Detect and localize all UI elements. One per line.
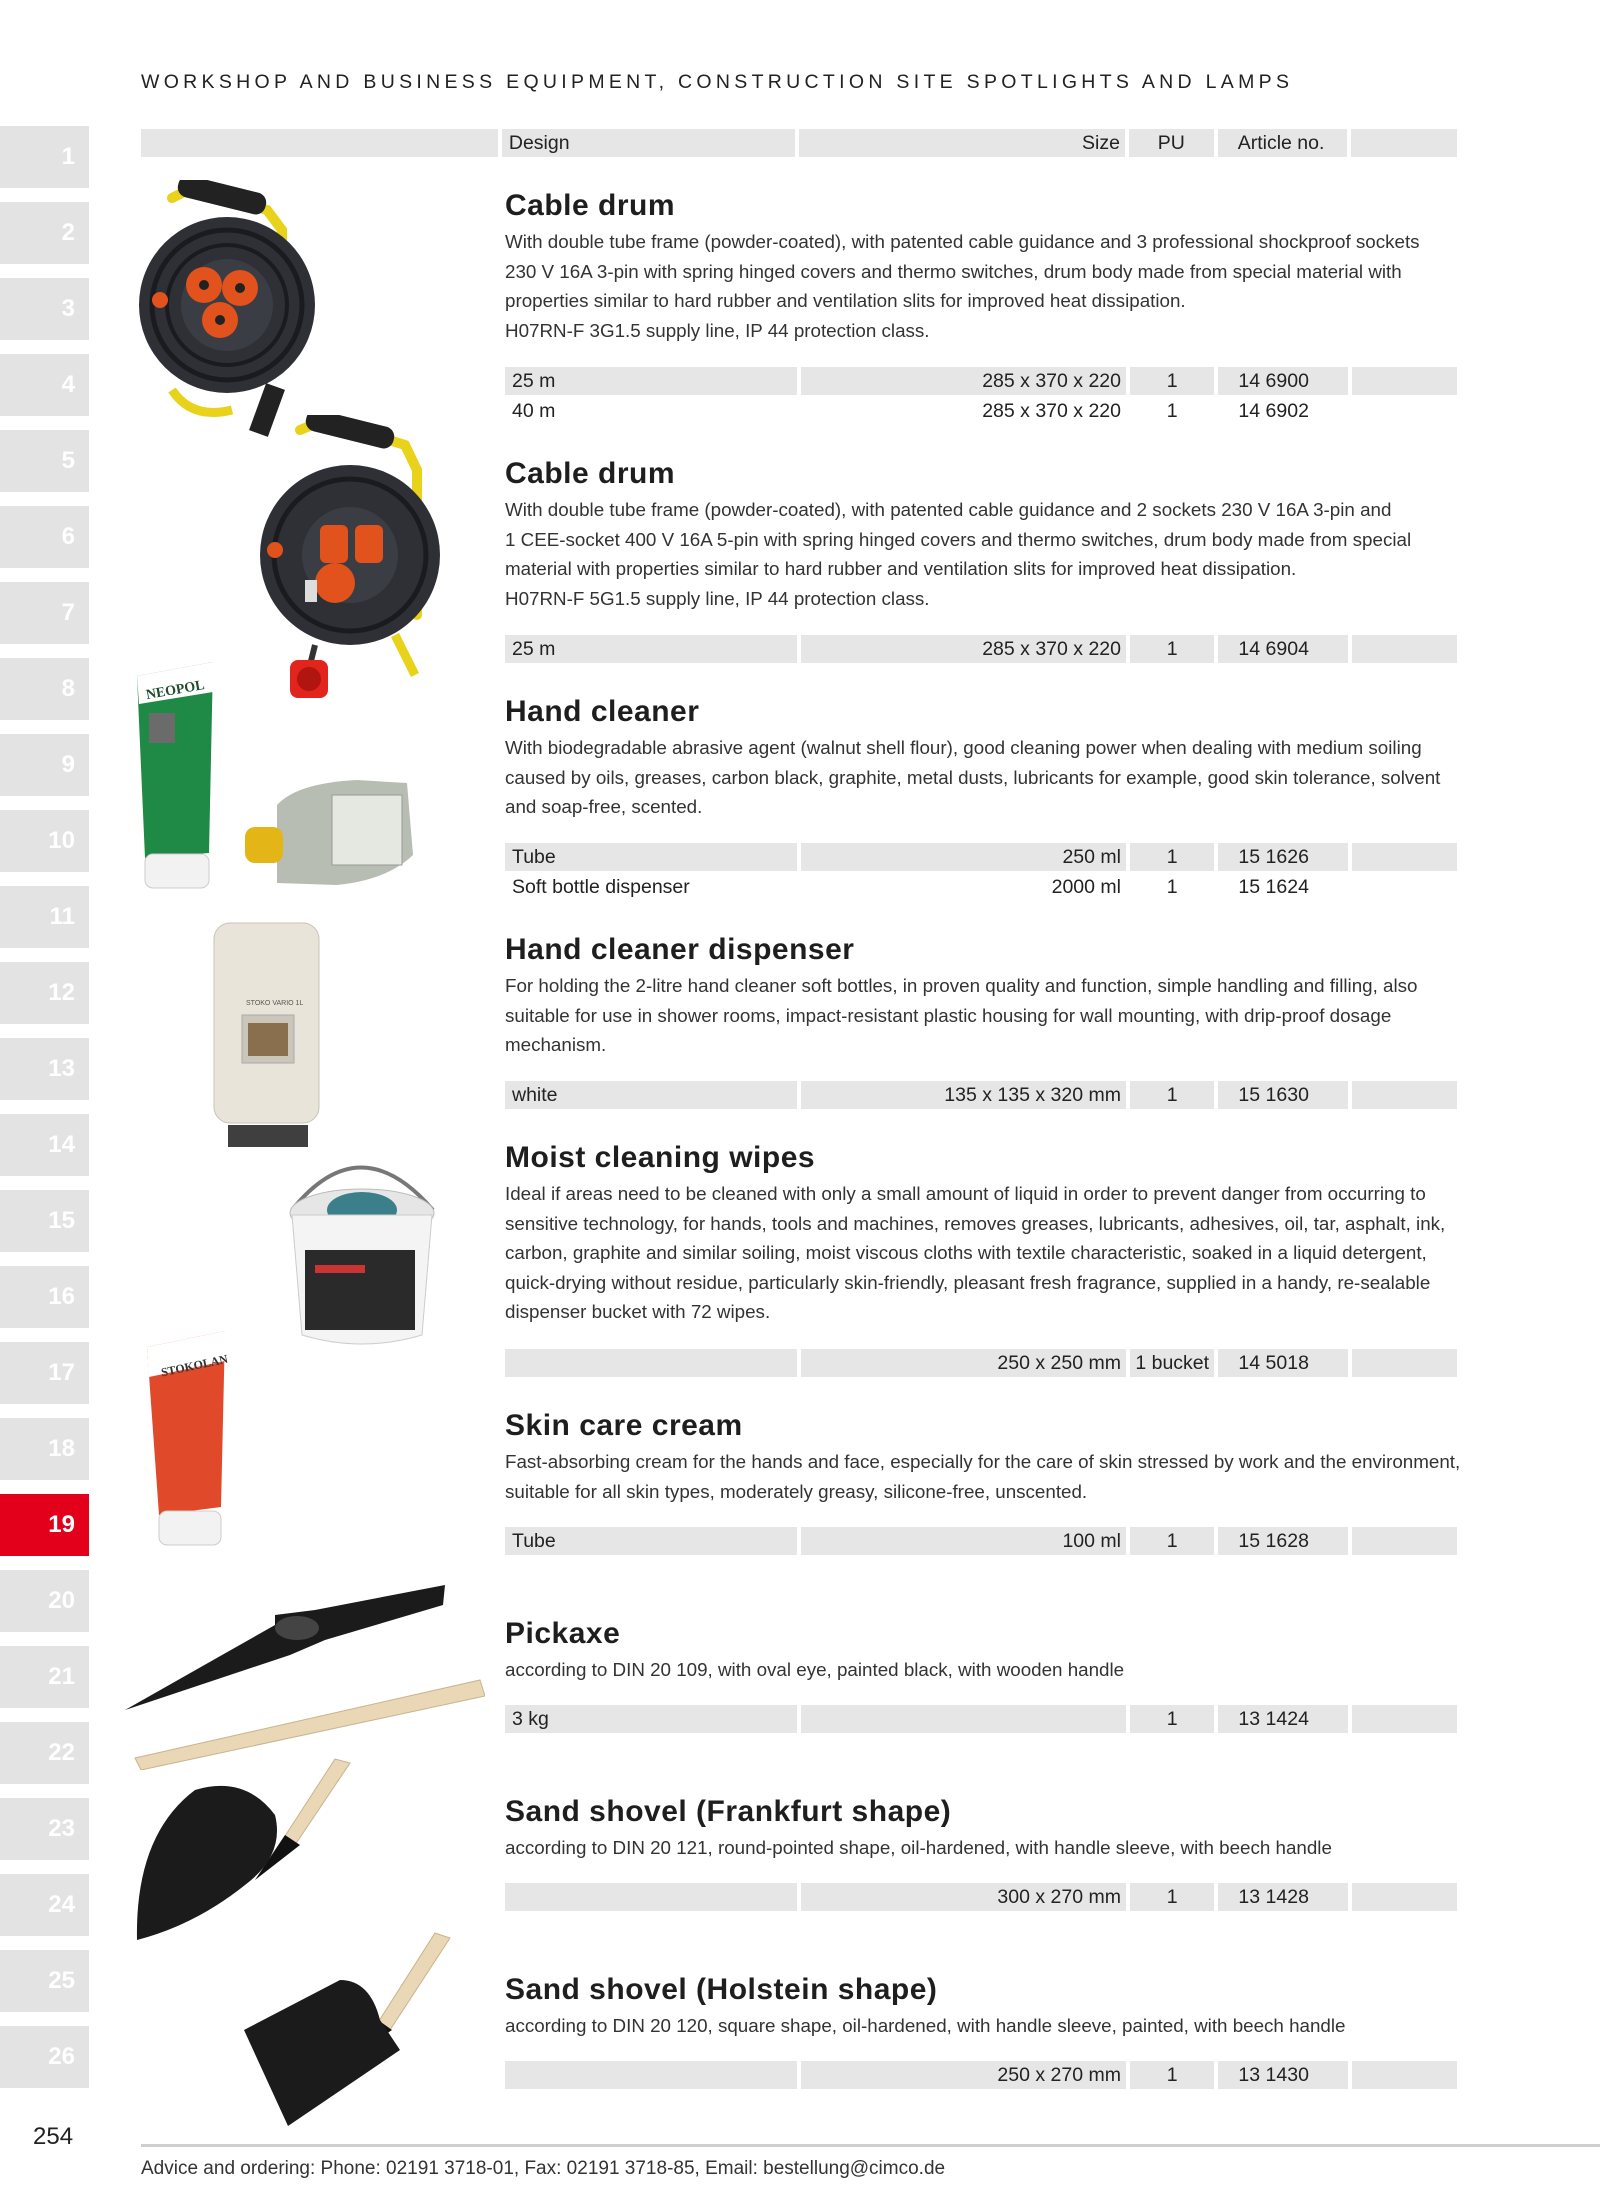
- neopol-tube-image: [131, 658, 221, 893]
- table-row: 250 x 250 mm 1 bucket 14 5018: [505, 1349, 1457, 1377]
- product-desc-moist-cleaning-wipes: Ideal if areas need to be cleaned with only a small amount of liquid in order to prevent danger from occurring to sensitive technology, for hands, tools and machines, removes greases, lubricants, adhesives, oil, tar, asphalt, ink, carbon, graphite and similar soiling, moist viscous cloths with textile characteristic, soaked in a liquid detergent, quick-drying without residue, particularly skin-friendly, pleasant fresh fragrance, supplied in a handy, re-sealable dispenser bucket with 72 wipes.: [505, 1183, 1446, 1322]
- table-header: [141, 129, 1457, 157]
- product-desc-hand-cleaner-dispenser: For holding the 2-litre hand cleaner soft bottles, in proven quality and function, simple handling and filling, also suitable for use in shower rooms, impact-resistant plastic housing for wall mounting, with drip-proof dosage mechanism.: [505, 975, 1418, 1055]
- table-row: 300 x 270 mm 1 13 1428: [505, 1883, 1457, 1911]
- chapter-tab-25[interactable]: 25: [0, 1950, 89, 2012]
- chapter-tab-16[interactable]: 16: [0, 1266, 89, 1328]
- header-size: Size: [799, 129, 1125, 157]
- chapter-tab-12[interactable]: 12: [0, 962, 89, 1024]
- holstein-shovel-image: [240, 1930, 455, 2130]
- header-article-no: Article no.: [1218, 129, 1348, 157]
- neopol-label: NEOPOL: [144, 677, 206, 704]
- frankfurt-shovel-image: [135, 1755, 355, 1945]
- stokolan-label: STOKOLAN: [159, 1351, 230, 1380]
- dispenser-housing-image: [210, 920, 325, 1150]
- product-desc-cable-drum-2: With double tube frame (powder-coated), with patented cable guidance and 2 sockets 230 V 16A 3-pin and 1 CEE-socket 400 V 16A 5-pin with spring hinged covers and thermo switches, drum body made from special material with properties similar to hard rubber and ventilation slits for improved heat dissipation. H07RN-F 5G1.5 supply line, IP 44 protection class.: [505, 499, 1412, 609]
- chapter-tab-2[interactable]: 2: [0, 202, 89, 264]
- header-blank-cell: [141, 129, 498, 157]
- cable-drum-3-socket-image: [132, 180, 332, 440]
- chapter-tab-21[interactable]: 21: [0, 1646, 89, 1708]
- chapter-tab-26[interactable]: 26: [0, 2026, 89, 2088]
- chapter-tab-18[interactable]: 18: [0, 1418, 89, 1480]
- product-title-pickaxe: Pickaxe: [505, 1617, 621, 1650]
- header-end-cell: [1351, 129, 1457, 157]
- product-title-hand-cleaner: Hand cleaner: [505, 695, 700, 728]
- table-row: Soft bottle dispenser 2000 ml 1 15 1624: [512, 876, 1309, 898]
- chapter-tab-24[interactable]: 24: [0, 1874, 89, 1936]
- soft-bottle-image: [237, 775, 417, 890]
- chapter-tab-11[interactable]: 11: [0, 886, 89, 948]
- product-title-cable-drum-1: Cable drum: [505, 189, 676, 222]
- product-desc-sand-shovel-holstein: according to DIN 20 120, square shape, oil-hardened, with handle sleeve, painted, with beech handle: [505, 2015, 1346, 2036]
- chapter-tab-3[interactable]: 3: [0, 278, 89, 340]
- chapter-tab-17[interactable]: 17: [0, 1342, 89, 1404]
- product-title-cable-drum-2: Cable drum: [505, 457, 676, 490]
- table-row: 40 m 285 x 370 x 220 1 14 6902: [512, 400, 1309, 422]
- table-row: 25 m 285 x 370 x 220 1 14 6900: [505, 367, 1457, 395]
- chapter-tab-5[interactable]: 5: [0, 430, 89, 492]
- product-desc-skin-care-cream: Fast-absorbing cream for the hands and face, especially for the care of skin stressed by work and the environment, suitable for all skin types, moderately greasy, silicone-free, unscented.: [505, 1451, 1461, 1502]
- stoko-vario-label: STOKO VARIO 1L: [246, 1000, 304, 1007]
- product-title-sand-shovel-holstein: Sand shovel (Holstein shape): [505, 1973, 938, 2006]
- product-title-moist-cleaning-wipes: Moist cleaning wipes: [505, 1141, 816, 1174]
- table-row: white 135 x 135 x 320 mm 1 15 1630: [505, 1081, 1457, 1109]
- chapter-tab-9[interactable]: 9: [0, 734, 89, 796]
- header-pu: PU: [1129, 129, 1214, 157]
- chapter-tab-1[interactable]: 1: [0, 126, 89, 188]
- page-header-title: WORKSHOP AND BUSINESS EQUIPMENT, CONSTRUCTION SITE SPOTLIGHTS AND LAMPS: [141, 71, 1294, 93]
- chapter-tab-10[interactable]: 10: [0, 810, 89, 872]
- chapter-tab-23[interactable]: 23: [0, 1798, 89, 1860]
- chapter-tab-13[interactable]: 13: [0, 1038, 89, 1100]
- chapter-tab-8[interactable]: 8: [0, 658, 89, 720]
- product-desc-cable-drum-1: With double tube frame (powder-coated), with patented cable guidance and 3 professional shockproof sockets 230 V 16A 3-pin with spring hinged covers and thermo switches, drum body made from special material with properties similar to hard rubber and ventilation slits for improved heat dissipation. H07RN-F 3G1.5 supply line, IP 44 protection class.: [505, 231, 1420, 341]
- chapter-tab-7[interactable]: 7: [0, 582, 89, 644]
- table-row: 250 x 270 mm 1 13 1430: [505, 2061, 1457, 2089]
- product-title-hand-cleaner-dispenser: Hand cleaner dispenser: [505, 933, 855, 966]
- footer-contact: Advice and ordering: Phone: 02191 3718-01, Fax: 02191 3718-85, Email: bestellung@cimco.de: [141, 2158, 946, 2179]
- table-row: Tube 250 ml 1 15 1626: [505, 843, 1457, 871]
- product-title-skin-care-cream: Skin care cream: [505, 1409, 743, 1442]
- chapter-tab-6[interactable]: 6: [0, 506, 89, 568]
- table-row: 25 m 285 x 370 x 220 1 14 6904: [505, 635, 1457, 663]
- stokolan-tube-image: [143, 1327, 233, 1552]
- wipes-bucket-image: [280, 1155, 445, 1350]
- pickaxe-image: [125, 1580, 485, 1770]
- chapter-tab-19-active[interactable]: 19: [0, 1494, 89, 1556]
- product-desc-sand-shovel-frankfurt: according to DIN 20 121, round-pointed shape, oil-hardened, with handle sleeve, with beech handle: [505, 1837, 1332, 1858]
- page-number: 254: [33, 2123, 74, 2150]
- table-row: 3 kg 1 13 1424: [505, 1705, 1457, 1733]
- header-design: Design: [502, 129, 795, 157]
- product-desc-hand-cleaner: With biodegradable abrasive agent (walnut shell flour), good cleaning power when dealing with medium soiling caused by oils, greases, carbon black, graphite, metal dusts, lubricants for example, good skin tolerance, solvent and soap-free, scented.: [505, 737, 1441, 817]
- chapter-tab-4[interactable]: 4: [0, 354, 89, 416]
- chapter-tab-14[interactable]: 14: [0, 1114, 89, 1176]
- product-title-sand-shovel-frankfurt: Sand shovel (Frankfurt shape): [505, 1795, 952, 1828]
- table-row: Tube 100 ml 1 15 1628: [505, 1527, 1457, 1555]
- chapter-tab-22[interactable]: 22: [0, 1722, 89, 1784]
- cable-drum-cee-socket-image: [245, 415, 445, 705]
- product-desc-pickaxe: according to DIN 20 109, with oval eye, painted black, with wooden handle: [505, 1659, 1125, 1680]
- chapter-tab-15[interactable]: 15: [0, 1190, 89, 1252]
- footer-divider: [141, 2144, 1600, 2147]
- chapter-tab-20[interactable]: 20: [0, 1570, 89, 1632]
